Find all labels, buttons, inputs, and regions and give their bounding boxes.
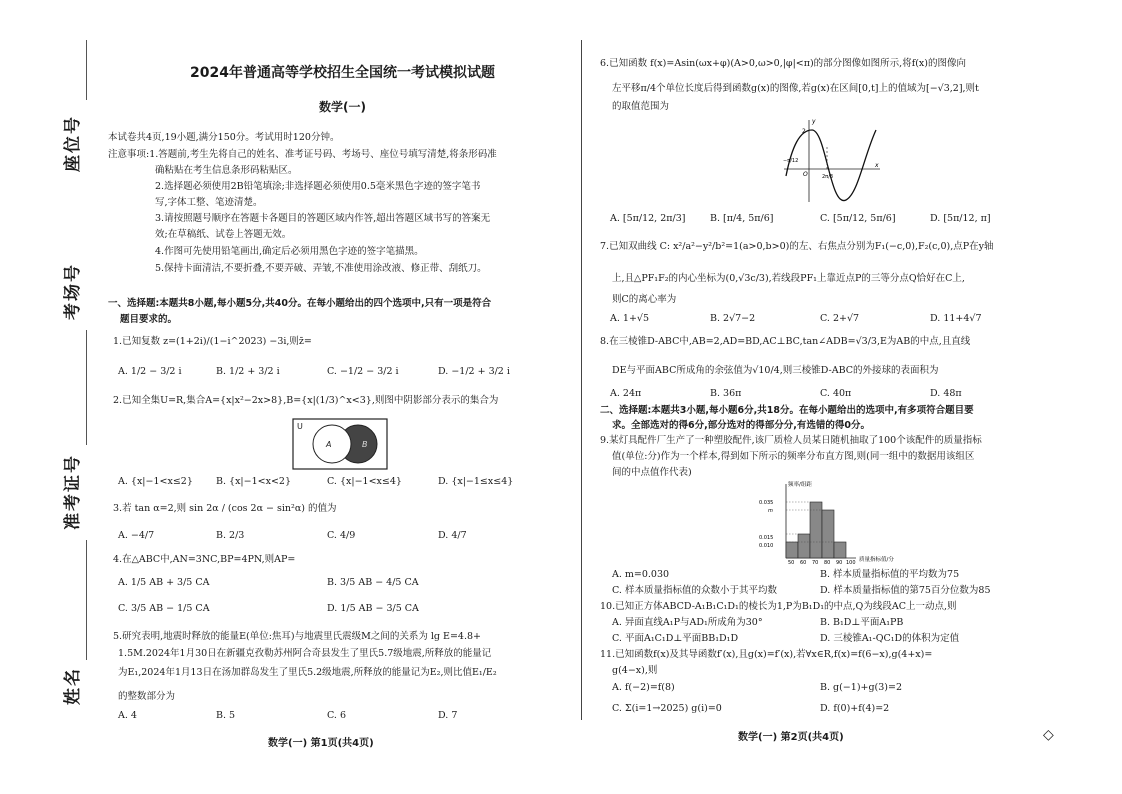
question-6-line: 的取值范围为	[612, 101, 670, 112]
q5-option-b: B. 5	[216, 710, 236, 721]
q3-option-c: C. 4/9	[327, 530, 356, 541]
ticket-number-line	[86, 540, 87, 660]
page-title: 2024年普通高等学校招生全国统一考试模拟试题	[190, 65, 495, 81]
q10-option-a: A. 异面直线A₁P与AD₁所成角为30°	[612, 617, 763, 628]
question-10: 10.已知正方体ABCD-A₁B₁C₁D₁的棱长为1,P为B₁D₁的中点,Q为线段AC上一动点,则	[600, 601, 957, 612]
q7-option-a: A. 1+√5	[610, 313, 650, 324]
q4-option-d: D. 1/5 AB − 3/5 CA	[327, 603, 419, 614]
histogram-bar	[798, 534, 810, 558]
q2-option-a: A. {x|−1<x≤2}	[118, 476, 193, 487]
hist-y-label: 频率/组距	[788, 482, 812, 488]
q2-option-c: C. {x|−1<x≤4}	[327, 476, 402, 487]
hist-x-tick: 80	[824, 560, 831, 566]
question-3: 3.若 tan α=2,则 sin 2α / (cos 2α − sin²α) 的值为	[113, 503, 337, 514]
question-6-line: 左平移π/4个单位长度后得到函数g(x)的图像,若g(x)在区间[0,t]上的值域为[−√3,2],则t	[612, 83, 979, 94]
question-2: 2.已知全集U=R,集合A={x|x²−2x>8},B={x|(1/3)^x<3},则图中阴影部分表示的集合为	[113, 395, 499, 406]
note-line: 5.保持卡面清洁,不要折叠,不要弄破、弄皱,不准使用涂改液、修正带、刮纸刀。	[155, 263, 487, 274]
question-9-line: 9.某灯具配件厂生产了一种塑胶配件,该厂质检人员某日随机抽取了100个该配件的质量指标	[600, 435, 982, 446]
hist-x-tick: 60	[800, 560, 807, 566]
graph-origin-label: O	[803, 171, 808, 178]
note-line: 2.选择题必须使用2B铅笔填涂;非选择题必须使用0.5毫米黑色字迹的签字笔书	[155, 181, 481, 192]
note-line: 写,字体工整、笔迹清楚。	[155, 197, 263, 208]
q3-option-b: B. 2/3	[216, 530, 245, 541]
q2-option-d: D. {x|−1≤x≤4}	[438, 476, 514, 487]
diamond-icon: ◇	[1043, 727, 1054, 743]
question-11-line: 11.已知函数f(x)及其导函数f′(x),且g(x)=f′(x),若∀x∈R,f(x)=f(6−x),g(4+x)=	[600, 649, 933, 660]
q8-option-b: B. 36π	[710, 388, 742, 399]
question-7-line: 上,且△PF₁F₂的内心坐标为(0,√3c/3),若线段PF₁上靠近点P的三等分点Q恰好在C上,	[612, 273, 965, 284]
hist-x-tick: 90	[836, 560, 843, 566]
q4-option-a: A. 1/5 AB + 3/5 CA	[118, 577, 210, 588]
section-1-header-cont: 题目要求的。	[120, 314, 178, 325]
hist-y-tick: 0.015	[759, 535, 774, 541]
graph-x-tick-right: 2π/3	[822, 174, 834, 180]
question-7-line: 则C的离心率为	[612, 294, 677, 305]
histogram-bar	[834, 542, 846, 558]
q2-option-b: B. {x|−1<x<2}	[216, 476, 291, 487]
q6-option-b: B. [π/4, 5π/6]	[710, 213, 774, 224]
q11-option-a: A. f(−2)=f(8)	[612, 682, 675, 693]
q10-option-d: D. 三棱锥A₁-QC₁D的体积为定值	[820, 633, 960, 644]
question-1: 1.已知复数 z=(1+2i)/(1−i^2023) −3i,则z̄=	[113, 336, 312, 347]
q9-option-a: A. m=0.030	[612, 569, 670, 580]
histogram-bar	[810, 502, 822, 558]
seat-line	[86, 40, 87, 100]
question-5-line: 的整数部分为	[118, 691, 176, 702]
section-2-header-cont: 求。全部选对的得6分,部分选对的得部分分,有选错的得0分。	[612, 420, 870, 431]
venn-u-label: U	[297, 422, 303, 431]
name-label: 姓名	[63, 667, 83, 705]
question-6-line: 6.已知函数 f(x)=Asin(ωx+φ)(A>0,ω>0,|φ|<π)的部分图像如图所示,将f(x)的图像向	[600, 58, 966, 69]
graph-y-max-label: 2	[802, 128, 806, 135]
q7-option-d: D. 11+4√7	[930, 313, 982, 324]
question-9-line: 间的中点值作代表)	[612, 467, 692, 478]
page-2-footer: 数学(一) 第2页(共4页)	[738, 732, 844, 743]
q4-option-b: B. 3/5 AB − 4/5 CA	[327, 577, 419, 588]
q8-option-a: A. 24π	[610, 388, 642, 399]
graph-x-axis-label: x	[875, 162, 879, 169]
page-subtitle: 数学(一)	[319, 100, 366, 114]
frequency-histogram	[756, 478, 916, 566]
q7-option-c: C. 2+√7	[820, 313, 860, 324]
q6-option-a: A. [5π/12, 2π/3]	[610, 213, 686, 224]
question-5-line: 5.研究表明,地震时释放的能量E(单位:焦耳)与地震里氏震级M之间的关系为 lg E=4.8+	[113, 631, 481, 642]
q11-option-c: C. Σ(i=1→2025) g(i)=0	[612, 703, 722, 714]
question-8-line: DE与平面ABC所成角的余弦值为√10/4,则三棱锥D-ABC的外接球的表面积为	[612, 365, 939, 376]
q10-option-b: B. B₁D⊥平面A₁PB	[820, 617, 904, 628]
hist-x-tick: 70	[812, 560, 819, 566]
question-9-line: 值(单位:分)作为一个样本,得到如下所示的频率分布直方图,则(同一组中的数据用该组区	[612, 451, 975, 462]
question-11-line: g(4−x),则	[612, 665, 658, 676]
q8-option-c: C. 40π	[820, 388, 852, 399]
q11-option-b: B. g(−1)+g(3)=2	[820, 682, 903, 693]
histogram-bar	[786, 542, 798, 558]
q6-option-d: D. [5π/12, π]	[930, 213, 991, 224]
q6-option-c: C. [5π/12, 5π/6]	[820, 213, 896, 224]
hist-y-tick: 0.035	[759, 500, 774, 506]
venn-a-label: A	[326, 440, 332, 449]
note-line: 效;在草稿纸、试卷上答题无效。	[155, 229, 292, 240]
question-8-line: 8.在三棱锥D-ABC中,AB=2,AD=BD,AC⊥BC,tan∠ADB=√3/3,E为AB的中点,且直线	[600, 336, 971, 347]
note-line: 4.作图可先使用铅笔画出,确定后必须用黑色字迹的签字笔描黑。	[155, 246, 424, 257]
q1-option-c: C. −1/2 − 3/2 i	[327, 366, 399, 377]
q11-option-d: D. f(0)+f(4)=2	[820, 703, 890, 714]
note-line: 3.请按照题号顺序在答题卡各题目的答题区域内作答,超出答题区域书写的答案无	[155, 213, 491, 224]
histogram-bar	[822, 510, 834, 558]
graph-x-tick-left: −π/12	[783, 158, 799, 164]
question-5-line: 为E₁,2024年1月13日在汤加群岛发生了里氏5.2级地震,所释放的能量记为E₂,则比值E₁/E₂	[118, 667, 497, 678]
page-divider	[581, 40, 582, 720]
seat-label: 座位号	[63, 115, 83, 172]
question-7-line: 7.已知双曲线 C: x²/a²−y²/b²=1(a>0,b>0)的左、右焦点分别为F₁(−c,0),F₂(c,0),点P在y轴	[600, 241, 994, 252]
q10-option-c: C. 平面A₁C₁D⊥平面BB₁D₁D	[612, 633, 739, 644]
q1-option-b: B. 1/2 + 3/2 i	[216, 366, 280, 377]
q3-option-a: A. −4/7	[118, 530, 155, 541]
section-1-header: 一、选择题:本题共8小题,每小题5分,共40分。在每小题给出的四个选项中,只有一项是符合	[108, 298, 492, 309]
note-line: 注意事项:1.答题前,考生先将自己的姓名、准考证号码、考场号、座位号填写清楚,将条形码准	[108, 149, 497, 160]
hist-y-tick: 0.010	[759, 543, 774, 549]
ticket-number-label: 准考证号	[63, 454, 83, 530]
question-4: 4.在△ABC中,AN=3NC,BP=4PN,则AP=	[113, 554, 296, 565]
q1-option-d: D. −1/2 + 3/2 i	[438, 366, 510, 377]
q5-option-a: A. 4	[118, 710, 137, 721]
hist-x-label: 质量指标值/分	[859, 557, 894, 563]
hist-x-tick: 100	[846, 560, 856, 566]
q3-option-d: D. 4/7	[438, 530, 467, 541]
note-line: 确粘贴在考生信息条形码粘贴区。	[155, 165, 298, 176]
q7-option-b: B. 2√7−2	[710, 313, 756, 324]
venn-diagram	[292, 418, 388, 470]
q8-option-d: D. 48π	[930, 388, 962, 399]
question-5-line: 1.5M.2024年1月30日在新疆克孜勒苏州阿合奇县发生了里氏5.7级地震,所释放的能量记	[118, 648, 492, 659]
exam-intro: 本试卷共4页,19小题,满分150分。考试用时120分钟。	[108, 132, 340, 143]
hist-y-tick: m	[768, 508, 773, 514]
q9-option-b: B. 样本质量指标值的平均数为75	[820, 569, 960, 580]
graph-y-axis-label: y	[812, 118, 816, 125]
q9-option-c: C. 样本质量指标值的众数小于其平均数	[612, 585, 777, 596]
q5-option-c: C. 6	[327, 710, 347, 721]
q5-option-d: D. 7	[438, 710, 458, 721]
sine-graph	[782, 116, 882, 204]
q4-option-c: C. 3/5 AB − 1/5 CA	[118, 603, 210, 614]
q1-option-a: A. 1/2 − 3/2 i	[118, 366, 182, 377]
q9-option-d: D. 样本质量指标值的第75百分位数为85	[820, 585, 991, 596]
exam-room-label: 考场号	[63, 263, 83, 320]
page-1-footer: 数学(一) 第1页(共4页)	[268, 738, 374, 749]
exam-room-line	[86, 330, 87, 445]
venn-b-label: B	[362, 440, 368, 449]
hist-x-tick: 50	[788, 560, 795, 566]
section-2-header: 二、选择题:本题共3小题,每小题6分,共18分。在每小题给出的选项中,有多项符合题目要	[600, 405, 974, 416]
